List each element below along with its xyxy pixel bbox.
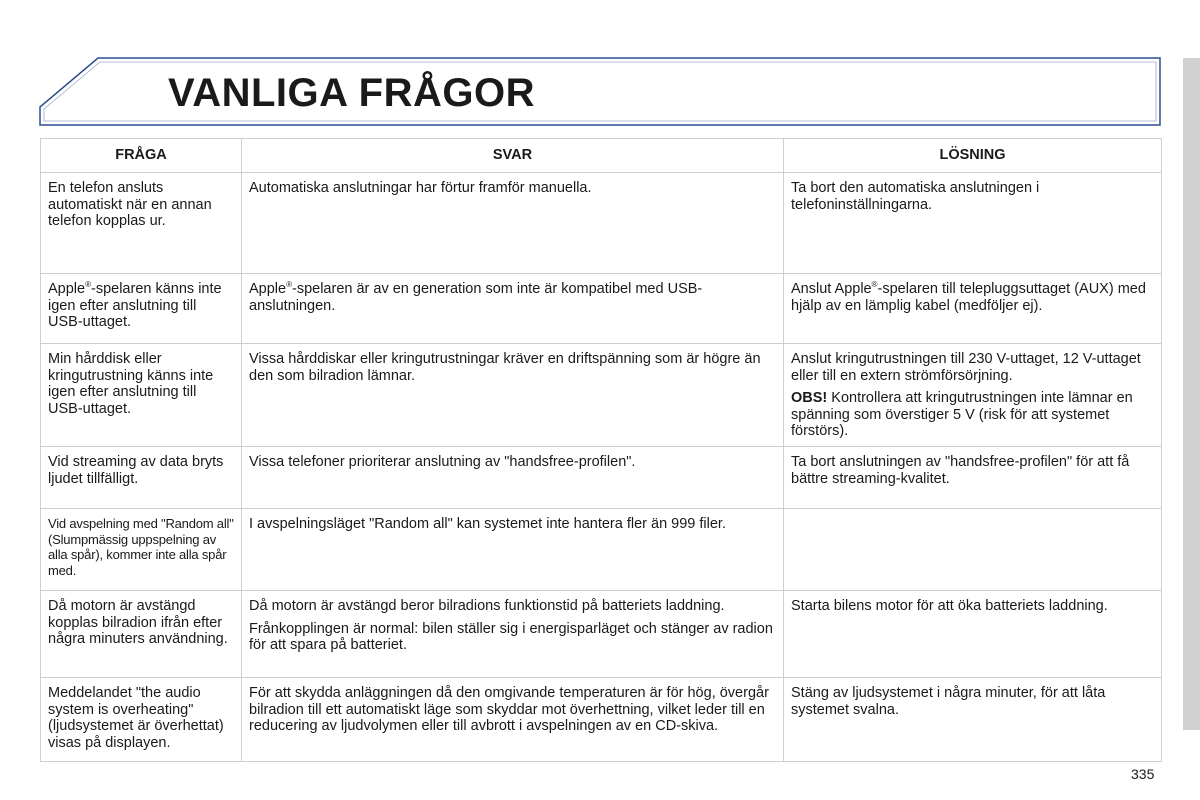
solution-cell [784, 447, 1162, 509]
table-row [41, 344, 1162, 447]
answer-text: Vissa telefoner prioriterar anslutning av "handsfree-profilen". [249, 454, 636, 470]
solution-text: Anslut kringutrustningen till 230 V-uttaget, 12 V-uttaget eller till en extern strömförsörjning. [791, 351, 1141, 384]
answer-text: Frånkopplingen är normal: bilen ställer sig i energisparläget och stänger av radion för att spara på batteriet. [249, 620, 773, 653]
answer-cell [242, 344, 784, 447]
answer-text: Automatiska anslutningar har förtur framför manuella. [249, 180, 592, 196]
question-cell [41, 591, 242, 678]
answer-cell [242, 173, 784, 274]
answer-text: Vissa hårddiskar eller kringutrustningar kräver en driftspänning som är högre än den som bilradion lämnar. [249, 351, 761, 384]
answer-cell [242, 591, 784, 678]
question-text: En telefon ansluts automatiskt när en annan telefon kopplas ur. [48, 180, 212, 229]
table-row [41, 678, 1162, 762]
column-header-question: FRÅGA [41, 139, 242, 173]
registered-mark: ® [85, 280, 91, 289]
answer-text: För att skydda anläggningen då den omgivande temperaturen är för hög, övergår bilradion till ett automatiskt läge som skyddar mot överhettning, vilket leder till en reducering av ljudvolymen eller till avbrott i avspelningen av en CD-skiva. [249, 685, 769, 734]
table-row [41, 274, 1162, 344]
solution-cell [784, 173, 1162, 274]
registered-mark: ® [871, 280, 878, 289]
answer-text: Apple®-spelaren är av en generation som inte är kompatibel med USB-anslutningen. [249, 280, 703, 314]
question-cell [41, 274, 242, 344]
page-number: 335 [1131, 766, 1155, 782]
answer-text: I avspelningsläget "Random all" kan systemet inte hantera fler än 999 filer. [249, 516, 726, 532]
solution-text: Anslut Apple®-spelaren till telepluggsuttaget (AUX) med hjälp av en lämplig kabel (medföljer ej). [791, 280, 1146, 314]
question-cell [41, 678, 242, 762]
question-cell [41, 344, 242, 447]
obs-text: Kontrollera att kringutrustningen inte lämnar en spänning som överstiger 5 V (risk för att systemet förstörs). [791, 390, 1133, 439]
question-cell [41, 447, 242, 509]
solution-cell [784, 509, 1162, 591]
table-row [41, 447, 1162, 509]
solution-text: Ta bort anslutningen av "handsfree-profilen" för att få bättre streaming-kvalitet. [791, 454, 1130, 487]
answer-cell [242, 274, 784, 344]
faq-table [40, 138, 1162, 762]
table-header-row [41, 139, 1162, 173]
table-row [41, 509, 1162, 591]
question-cell [41, 173, 242, 274]
question-text: Meddelandet "the audio system is overheating" (ljudsystemet är överhettat) visas på displayen. [48, 685, 224, 751]
solution-cell [784, 591, 1162, 678]
solution-cell [784, 678, 1162, 762]
solution-note [791, 390, 1154, 440]
solution-cell [784, 274, 1162, 344]
column-header-solution: LÖSNING [784, 139, 1162, 173]
side-thumb-tab [1183, 58, 1200, 730]
solution-text: Ta bort den automatiska anslutningen i telefoninställningarna. [791, 180, 1040, 213]
answer-cell [242, 509, 784, 591]
solution-text: Stäng av ljudsystemet i några minuter, för att låta systemet svalna. [791, 685, 1106, 718]
question-text: Vid streaming av data bryts ljudet tillfälligt. [48, 454, 224, 487]
column-header-answer: SVAR [242, 139, 784, 173]
answer-cell [242, 447, 784, 509]
obs-label: OBS! [791, 390, 828, 406]
solution-text: Starta bilens motor för att öka batteriets laddning. [791, 598, 1108, 614]
question-text: Min hårddisk eller kringutrustning känns inte igen efter anslutning till USB-uttaget. [48, 351, 214, 417]
page-title: VANLIGA FRÅGOR [168, 71, 535, 115]
table-row [41, 591, 1162, 678]
question-cell [41, 509, 242, 591]
solution-cell [784, 344, 1162, 447]
registered-mark: ® [286, 280, 292, 289]
answer-cell [242, 678, 784, 762]
question-text: Då motorn är avstängd kopplas bilradion ifrån efter några minuters användning. [48, 598, 228, 647]
answer-text: Då motorn är avstängd beror bilradions funktionstid på batteriets laddning. [249, 598, 725, 614]
question-text: Apple®-spelaren känns inte igen efter anslutning till USB-uttaget. [48, 280, 222, 330]
question-text: Vid avspelning med "Random all" (Slumpmässig uppspelning av alla spår), kommer inte alla spår med. [48, 516, 234, 578]
table-row [41, 173, 1162, 274]
